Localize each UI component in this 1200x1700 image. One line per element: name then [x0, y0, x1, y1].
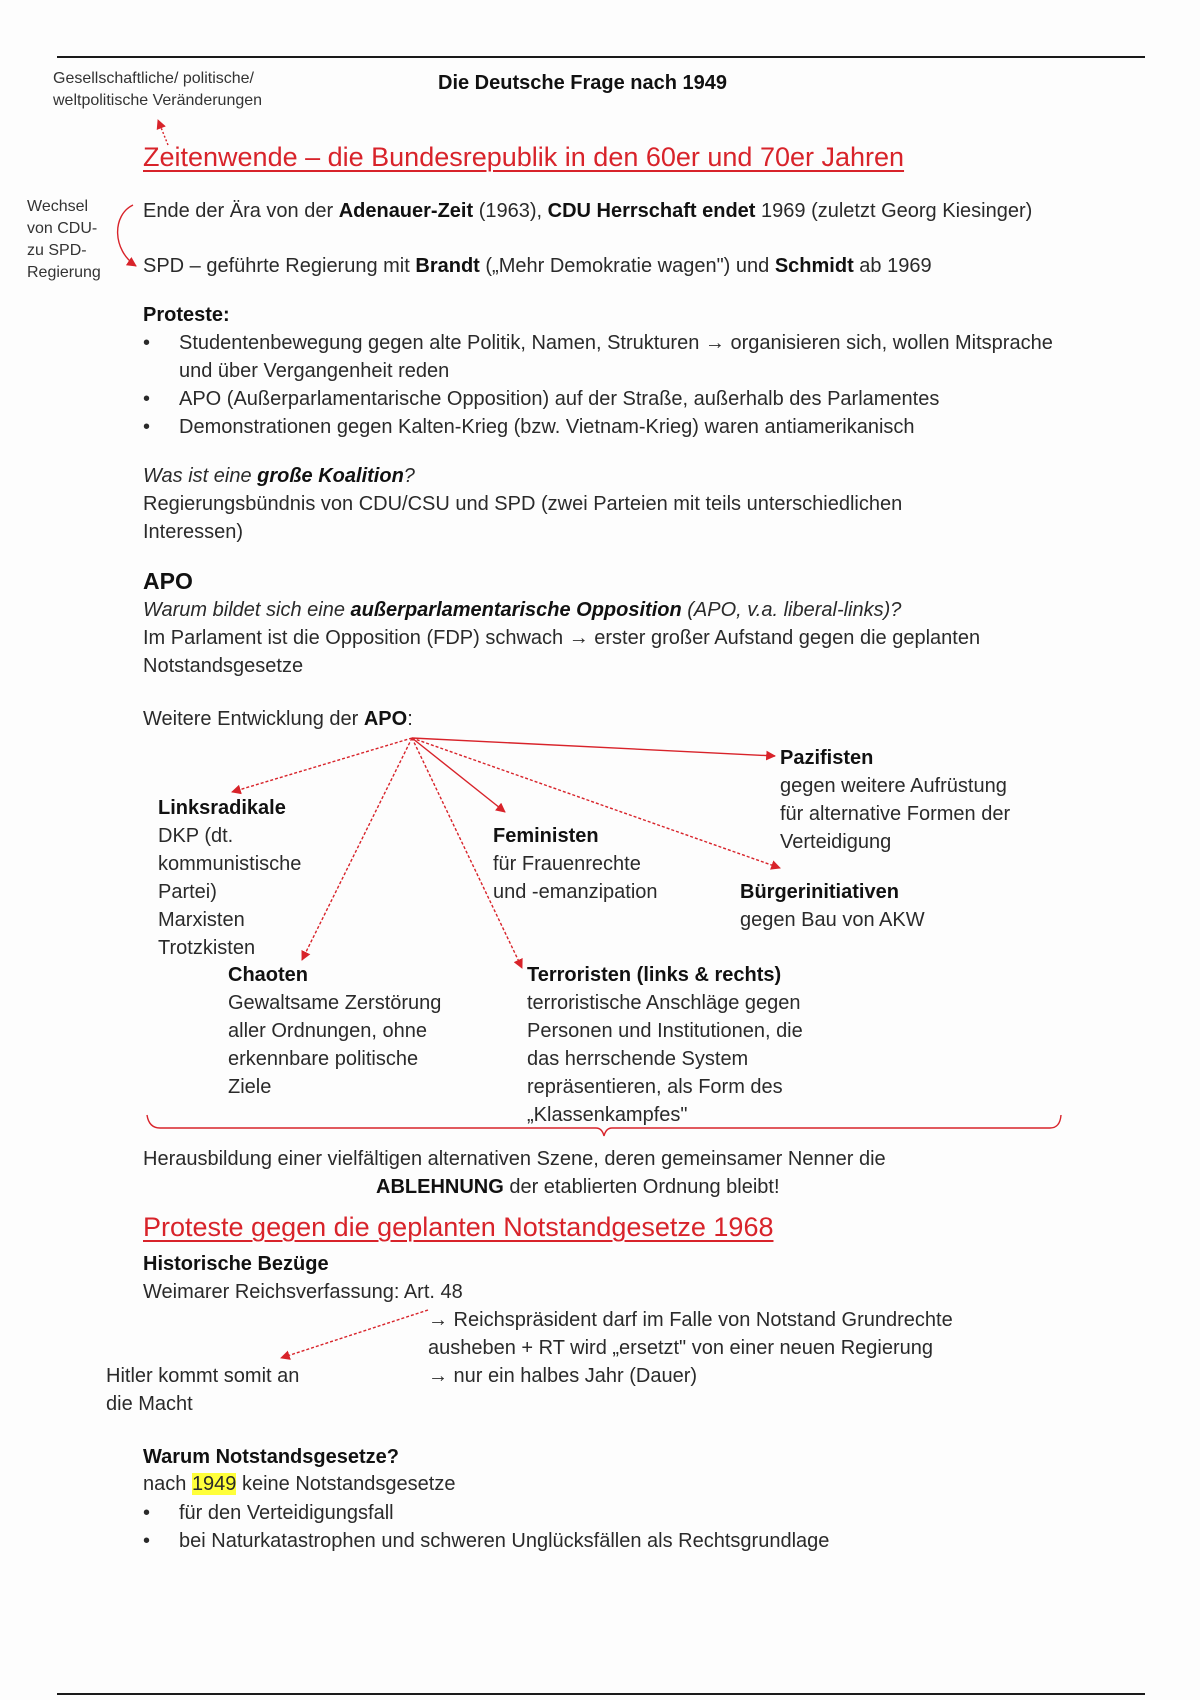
why-line: nach 1949 keine Notstandsgesetze [143, 1473, 456, 1495]
development-label: Weitere Entwicklung der APO: [143, 708, 413, 730]
list-item: • bei Naturkatastrophen und schweren Unglücksfällen als Rechtsgrundlage [143, 1527, 1043, 1555]
top-rule [57, 56, 1145, 58]
list-item: • Studentenbewegung gegen alte Politik, Namen, Strukturen → organisieren sich, wollen Mitsprache und über Vergangenheit reden [143, 329, 1073, 385]
group-pazifisten: Pazifisten gegen weitere Aufrüstung für alternative Formen der Verteidigung [780, 747, 1011, 853]
apo-answer: Im Parlament ist die Opposition (FDP) schwach → erster großer Aufstand gegen die geplanten Notstandsgesetze [143, 627, 981, 677]
group-feministen: Feministen für Frauenrechte und -emanzipation [493, 825, 658, 903]
why-list [143, 1499, 1043, 1555]
arrow-icon [412, 738, 775, 756]
history-line: Weimarer Reichsverfassung: Art. 48 [143, 1281, 463, 1303]
group-buergerinitiativen: Bürgerinitiativen gegen Bau von AKW [740, 881, 925, 931]
apo-heading: APO [143, 568, 193, 594]
list-item: • für den Verteidigungsfall [143, 1499, 1043, 1527]
bottom-rule [57, 1693, 1145, 1695]
section-heading-zeitenwende: Zeitenwende – die Bundesrepublik in den 60er und 70er Jahren [143, 142, 905, 172]
history-consequence: Hitler kommt somit an die Macht [106, 1365, 300, 1415]
apo-question: Warum bildet sich eine außerparlamentarische Opposition (APO, v.a. liberal-links)? [143, 599, 902, 621]
curved-arrow-icon [118, 205, 136, 266]
history-heading: Historische Bezüge [143, 1253, 329, 1275]
conclusion-line-1: Herausbildung einer vielfältigen alternativen Szene, deren gemeinsamer Nenner die [143, 1148, 886, 1170]
conclusion-line-2: ABLEHNUNG der etablierten Ordnung bleibt! [376, 1176, 780, 1198]
document-title: Die Deutsche Frage nach 1949 [438, 72, 728, 94]
group-linksradikale: Linksradikale DKP (dt. kommunistische Partei) Marxisten Trotzkisten [158, 797, 302, 959]
arrow-icon [281, 1310, 428, 1358]
arrow-icon [412, 738, 505, 812]
protests-heading: Proteste: [143, 304, 230, 326]
side-note-wechsel: Wechsel von CDU- zu SPD- Regierung [27, 198, 101, 281]
spd-government-line: SPD – geführte Regierung mit Brandt („Mehr Demokratie wagen") und Schmidt ab 1969 [143, 255, 932, 277]
section-heading-notstandsgesetze: Proteste gegen die geplanten Notstandgesetze 1968 [143, 1212, 774, 1242]
history-effects: → Reichspräsident darf im Falle von Notstand Grundrechte ausheben + RT wird „ersetzt" von einer neuen Regierung → nur ein halbes Jahr (Dauer) [428, 1309, 953, 1387]
highlight-1949: 1949 [191, 1473, 237, 1495]
coalition-answer: Regierungsbündnis von CDU/CSU und SPD (zwei Parteien mit teils unterschiedlichen Interessen) [143, 493, 903, 543]
group-chaoten: Chaoten Gewaltsame Zerstörung aller Ordnungen, ohne erkennbare politische Ziele [228, 964, 442, 1098]
era-end-line: Ende der Ära von der Adenauer-Zeit (1963), CDU Herrschaft endet 1969 (zuletzt Georg Kiesinger) [143, 200, 1033, 222]
header-side-note: Gesellschaftliche/ politische/ weltpolitische Veränderungen [53, 70, 263, 109]
coalition-question: Was ist eine große Koalition? [143, 465, 415, 487]
arrow-icon [302, 738, 412, 960]
group-terroristen: Terroristen (links & rechts) terroristische Anschläge gegen Personen und Institutionen, die das herrschende System repräsentieren, als Form des „Klassenkampfes" [527, 964, 803, 1126]
list-item: • APO (Außerparlamentarische Opposition) auf der Straße, außerhalb des Parlamentes [143, 385, 1073, 413]
why-heading: Warum Notstandsgesetze? [143, 1446, 399, 1468]
arrow-icon [232, 738, 412, 792]
protests-list [143, 329, 1073, 441]
list-item: • Demonstrationen gegen Kalten-Krieg (bzw. Vietnam-Krieg) waren antiamerikanisch [143, 413, 1073, 441]
